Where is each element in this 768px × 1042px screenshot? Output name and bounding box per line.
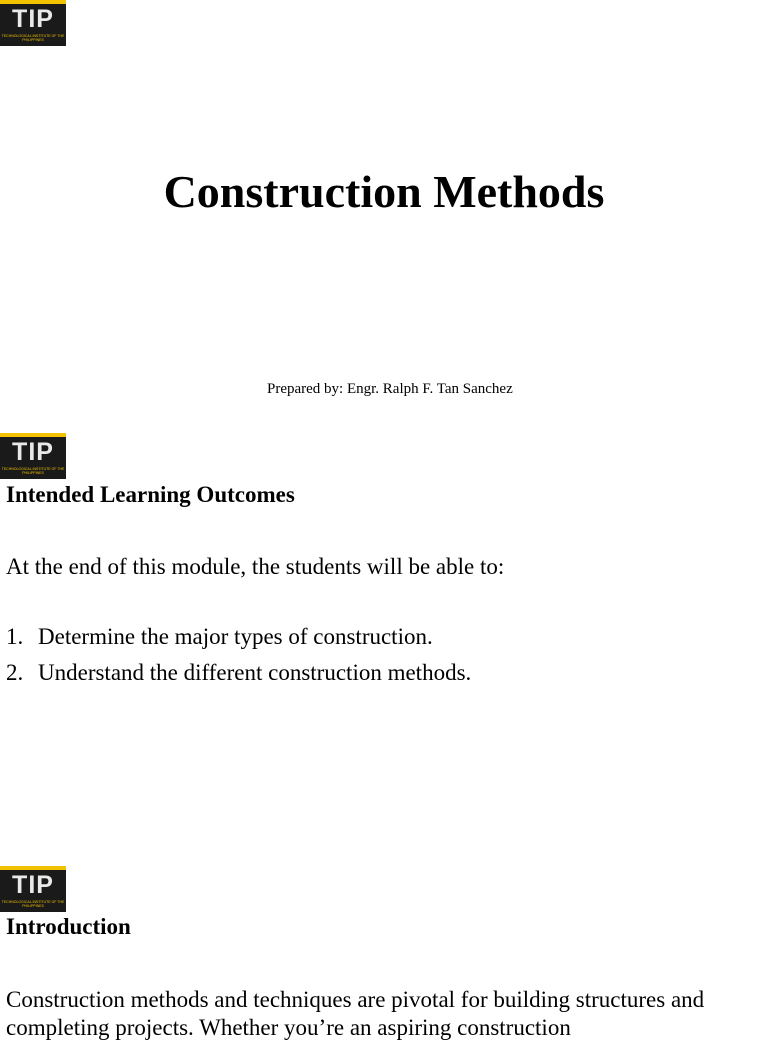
introduction-paragraph: Construction methods and techniques are pivotal for building structures and completing projects. Whether you’re an aspiring construction <box>6 987 705 1040</box>
outcomes-intro: At the end of this module, the students will be able to: <box>6 554 505 579</box>
logo-subtext: TECHNOLOGICAL INSTITUTE OF THE PHILIPPINES <box>1 34 65 42</box>
section-heading-outcomes: Intended Learning Outcomes <box>6 482 295 507</box>
list-text: Determine the major types of construction. <box>38 624 433 649</box>
list-text: Understand the different construction methods. <box>38 660 472 685</box>
logo-accent-bar <box>0 866 66 870</box>
list-number: 2. <box>6 660 24 685</box>
list-number: 1. <box>6 624 24 649</box>
page-title: Construction Methods <box>163 166 605 217</box>
section-heading-introduction: Introduction <box>6 914 131 939</box>
logo-text: TIP <box>12 871 54 899</box>
list-item <box>6 619 471 655</box>
logo-text: TIP <box>12 5 54 33</box>
prepared-by: Prepared by: Engr. Ralph F. Tan Sanchez <box>267 381 513 397</box>
logo-subtext: TECHNOLOGICAL INSTITUTE OF THE PHILIPPINES <box>1 900 65 908</box>
logo-accent-bar <box>0 433 66 437</box>
logo-text: TIP <box>12 438 54 466</box>
outcomes-list <box>6 619 471 691</box>
tip-logo <box>0 0 66 46</box>
logo-subtext: TECHNOLOGICAL INSTITUTE OF THE PHILIPPINES <box>1 467 65 475</box>
tip-logo <box>0 866 66 912</box>
tip-logo <box>0 433 66 479</box>
logo-accent-bar <box>0 0 66 4</box>
list-item <box>6 655 471 691</box>
